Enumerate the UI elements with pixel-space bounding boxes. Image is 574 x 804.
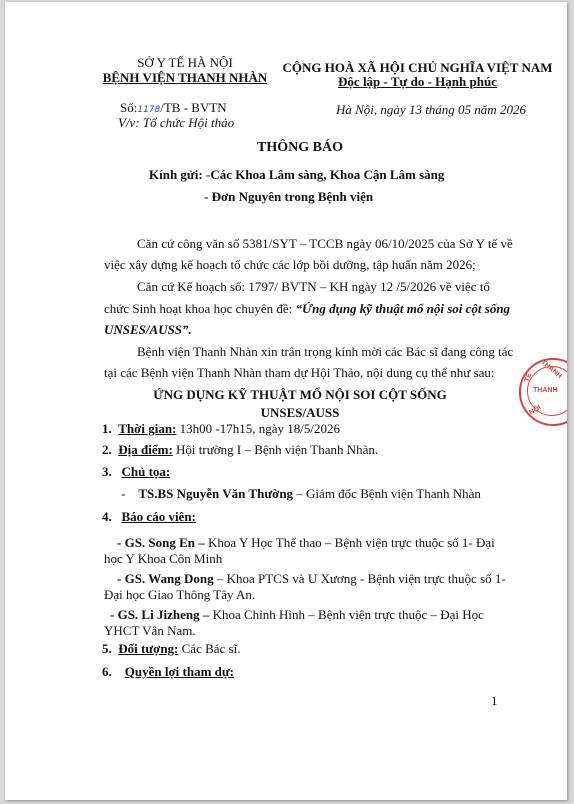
recipients-line2: - Đơn Nguyên trong Bệnh viện	[204, 189, 374, 204]
speaker-1-line-2: học Y Khoa Côn Minh	[104, 551, 223, 566]
seal-text-top: THANH	[539, 358, 563, 381]
topic-heading-line-1: ỨNG DỤNG KỸ THUẬT MỔ NỘI SOI CỘT SỐNG	[153, 387, 447, 402]
document-subject: V/v: Tổ chức Hội thảo	[118, 115, 235, 130]
speaker-1-name: - GS. Song En –	[117, 535, 205, 550]
page-number: 1	[491, 693, 498, 708]
item-place-label: Địa điểm:	[118, 442, 173, 457]
topic-heading-line-2: UNSES/AUSS	[260, 405, 340, 420]
paragraph-2-text: chức Sinh hoạt khoa học chuyên đề:	[104, 301, 296, 316]
chair-name: TS.BS Nguyễn Văn Thường	[138, 486, 294, 501]
speaker-3-line-1	[110, 606, 484, 623]
paragraph-2-line-2	[104, 300, 510, 317]
document-title: THÔNG BÁO	[257, 140, 343, 155]
paragraph-3-line-1: Bệnh viện Thanh Nhàn xin trân trọng kính mời các Bác sĩ đang công tác	[137, 344, 514, 359]
document-date: Hà Nội, ngày 13 tháng 05 năm 2026	[336, 102, 526, 117]
item-chair-number: 3.	[102, 464, 112, 479]
speaker-3-line-2: YHCT Vân Nam.	[104, 623, 196, 638]
seal-text-bottom: NỘI	[528, 404, 543, 417]
number-handwritten: 1178	[137, 105, 161, 115]
paragraph-2-topic: “Ứng dụng kỹ thuật mổ nội soi cột sống	[295, 301, 511, 316]
item-chair	[102, 463, 170, 480]
item-benefit-number: 6.	[102, 664, 112, 679]
chair-role: – Giám đốc Bệnh viện Thanh Nhàn	[293, 486, 481, 501]
item-target-label: Đối tượng:	[118, 641, 179, 656]
item-chair-label: Chủ tọa:	[121, 464, 171, 479]
paragraph-1-line-1: Căn cứ công văn số 5381/SYT – TCCB ngày 06/10/2025 của Sở Y tế về	[137, 236, 513, 251]
speaker-1-line-1	[117, 534, 495, 551]
item-time-value: 13h00 -17h15, ngày 18/5/2026	[176, 421, 340, 436]
item-place-value: Hội trường I – Bệnh viện Thanh Nhàn.	[172, 442, 379, 457]
document-page	[5, 2, 567, 800]
item-speakers-number: 4.	[102, 509, 112, 524]
national-motto: Độc lập - Tự do - Hạnh phúc	[338, 74, 497, 89]
seal-text-left: TẾ	[523, 372, 534, 383]
paragraph-2-line-1: Căn cứ Kế hoạch số: 1797/ BVTN – KH ngày 12 /5/2026 về việc tổ	[137, 279, 490, 294]
item-speakers-label: Báo cáo viên:	[121, 509, 196, 524]
item-time-label: Thời gian:	[118, 421, 177, 436]
item-place	[102, 441, 378, 458]
number-prefix: Số:	[120, 100, 138, 115]
speaker-2-line-2: Đại học Giao Thông Tây An.	[104, 587, 256, 602]
paragraph-1-line-2: việc xây dựng kế hoạch tổ chức các lớp bồi dưỡng, tập huấn năm 2026;	[104, 257, 476, 272]
item-target-number: 5.	[102, 641, 112, 656]
speaker-2-desc: – Khoa PTCS và U Xương - Bệnh viện trực thuộc số 1-	[213, 571, 506, 586]
chair-person	[121, 485, 481, 502]
item-speakers	[102, 508, 196, 525]
speaker-2-line-1	[117, 570, 506, 587]
paragraph-3-line-2: tại các Bệnh viện Thanh Nhàn tham dự Hội Thảo, nội dung cụ thể như sau:	[104, 365, 495, 380]
item-time-number: 1.	[102, 421, 112, 436]
hospital-name: BỆNH VIỆN THANH NHÀN	[102, 70, 268, 85]
item-benefit	[102, 663, 234, 680]
recipients-line1: -Các Khoa Lâm sàng, Khoa Cận Lâm sàng	[206, 167, 445, 182]
speaker-1-desc: Khoa Y Học Thể thao – Bệnh viện trực thuộc số 1- Đại	[204, 535, 495, 550]
speaker-3-desc: Khoa Chỉnh Hình – Bệnh viện trực thuộc – Đại Học	[209, 607, 484, 622]
item-target-value: Các Bác sĩ.	[178, 641, 241, 656]
seal-text-mid: THANH	[533, 387, 558, 394]
speaker-3-name: - GS. Li Jizheng –	[110, 607, 210, 622]
recipients-label: Kính gửi:	[149, 167, 203, 182]
item-benefit-label: Quyền lợi tham dự:	[124, 664, 235, 679]
paragraph-2-line-3: UNSES/AUSS”.	[104, 322, 192, 337]
chair-dash: -	[121, 486, 126, 501]
number-suffix: /TB - BVTN	[160, 100, 227, 115]
speaker-2-name: - GS. Wang Dong	[117, 571, 214, 586]
item-target	[102, 640, 240, 657]
department-name: SỞ Y TẾ HÀ NỘI	[137, 55, 233, 70]
national-title: CỘNG HOÀ XÃ HỘI CHỦ NGHĨA VIỆT NAM	[282, 60, 553, 75]
item-place-number: 2.	[102, 442, 112, 457]
item-time	[102, 420, 340, 437]
